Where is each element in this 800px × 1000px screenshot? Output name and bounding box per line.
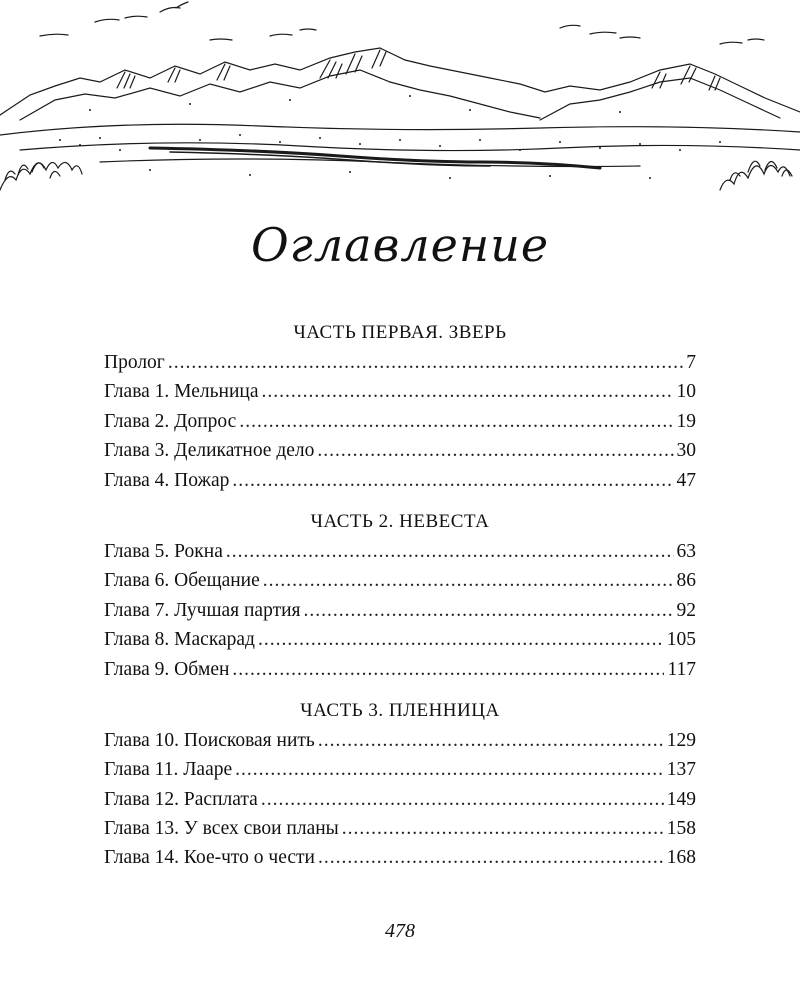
part-heading: ЧАСТЬ 3. ПЛЕННИЦА <box>300 699 500 721</box>
toc-entry[interactable] <box>104 755 696 784</box>
entry-page: 137 <box>666 759 696 781</box>
entry-label: Глава 8. Маскарад <box>104 629 255 651</box>
dot-leader <box>263 566 674 595</box>
entry-label: Глава 3. Деликатное дело <box>104 440 315 462</box>
toc-entry[interactable] <box>104 596 696 625</box>
dot-leader <box>235 755 664 784</box>
part-heading: ЧАСТЬ ПЕРВАЯ. ЗВЕРЬ <box>293 322 507 343</box>
entry-page: 149 <box>666 788 696 810</box>
entry-page: 63 <box>676 540 696 562</box>
toc-entry[interactable] <box>104 436 696 465</box>
dot-leader <box>258 625 664 654</box>
toc-part <box>104 696 696 873</box>
entry-label: Глава 12. Расплата <box>104 788 258 810</box>
entry-label: Глава 14. Кое-что о чести <box>104 847 315 869</box>
entry-page: 158 <box>666 818 696 840</box>
entry-label: Глава 13. У всех свои планы <box>104 818 339 840</box>
dot-leader <box>232 466 673 495</box>
toc-entry[interactable] <box>104 348 696 377</box>
entry-label: Глава 4. Пожар <box>104 469 230 491</box>
entry-label: Глава 2. Допрос <box>104 410 237 432</box>
entry-label: Глава 6. Обещание <box>104 570 260 592</box>
toc-title: Оглавление <box>250 218 550 272</box>
entry-page: 129 <box>666 729 696 751</box>
dot-leader <box>239 407 673 436</box>
entry-page: 92 <box>676 599 696 621</box>
toc-entry[interactable] <box>104 466 696 495</box>
dot-leader <box>304 596 674 625</box>
dot-leader <box>318 726 664 755</box>
entry-page: 30 <box>676 440 696 462</box>
dot-leader <box>232 655 664 684</box>
dot-leader <box>261 785 664 814</box>
toc-entry[interactable] <box>104 785 696 814</box>
entry-label: Глава 10. Поисковая нить <box>104 729 315 751</box>
entry-page: 7 <box>686 352 696 373</box>
entry-page: 19 <box>676 410 696 432</box>
toc-entry[interactable] <box>104 566 696 595</box>
dot-leader <box>262 377 674 406</box>
entry-page: 117 <box>667 658 696 680</box>
entry-label: Глава 11. Лааре <box>104 759 233 781</box>
dot-leader <box>318 843 664 872</box>
part-heading: ЧАСТЬ 2. НЕВЕСТА <box>310 510 490 532</box>
toc-entry[interactable] <box>104 726 696 755</box>
toc-entry[interactable] <box>104 377 696 406</box>
dot-leader <box>342 814 664 843</box>
toc-entry[interactable] <box>104 625 696 654</box>
entry-page: 47 <box>676 469 696 491</box>
toc-entry[interactable] <box>104 407 696 436</box>
toc-entry[interactable] <box>104 814 696 843</box>
entry-label: Пролог <box>104 352 165 373</box>
entry-page: 105 <box>666 629 696 651</box>
mountain-landscape-illustration <box>0 0 800 200</box>
dot-leader <box>168 348 683 377</box>
page-number: 478 <box>385 920 415 942</box>
entry-page: 168 <box>666 847 696 869</box>
dot-leader <box>226 537 674 566</box>
entry-label: Глава 7. Лучшая партия <box>104 599 301 621</box>
entry-page: 86 <box>676 570 696 592</box>
toc-entry[interactable] <box>104 655 696 684</box>
entry-label: Глава 9. Обмен <box>104 658 230 680</box>
entry-label: Глава 1. Мельница <box>104 381 259 403</box>
toc-part <box>104 318 696 495</box>
toc-entry[interactable] <box>104 843 696 872</box>
table-of-contents <box>104 318 696 885</box>
dot-leader <box>317 436 673 465</box>
entry-page: 10 <box>676 381 696 403</box>
entry-label: Глава 5. Рокна <box>104 540 223 562</box>
toc-part <box>104 507 696 684</box>
toc-entry[interactable] <box>104 537 696 566</box>
